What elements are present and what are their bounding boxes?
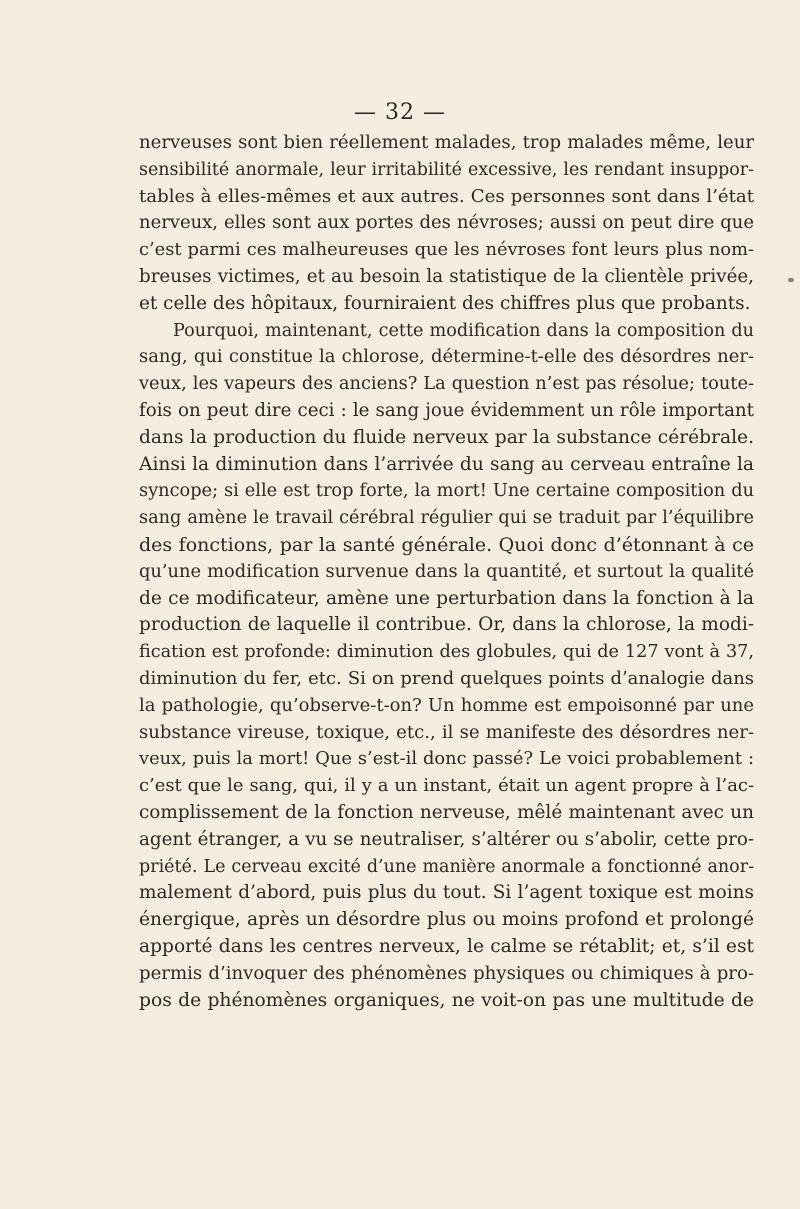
text-line: c’est parmi ces malheureuses que les névroses font leurs plus nom- bbox=[139, 239, 754, 261]
text-line: production de laquelle il contribue. Or, dans la chlorose, la modi- bbox=[139, 614, 754, 636]
text-line: agent étranger, a vu se neutraliser, s’altérer ou s’abolir, cette pro- bbox=[139, 828, 754, 850]
text-line: tables à elles-mêmes et aux autres. Ces personnes sont dans l’état bbox=[139, 185, 754, 207]
text-line: c’est que le sang, qui, il y a un instant, était un agent propre à l’ac- bbox=[139, 775, 754, 797]
text-line: syncope; si elle est trop forte, la mort! Une certaine composition du bbox=[139, 481, 754, 502]
text-line: qu’une modification survenue dans la quantité, et surtout la qualité bbox=[139, 560, 754, 582]
text-line: sensibilité anormale, leur irritabilité excessive, les rendant insuppor- bbox=[139, 159, 754, 180]
text-line: des fonctions, par la santé générale. Quoi donc d’étonnant à ce bbox=[139, 533, 754, 556]
paragraph-start-line: Pourquoi, maintenant, cette modification dans la composition du bbox=[173, 320, 754, 341]
text-line: complissement de la fonction nerveuse, mêlé maintenant avec un bbox=[139, 801, 754, 823]
text-line: nerveuses sont bien réellement malades, trop malades même, leur bbox=[139, 132, 754, 153]
text-line: priété. Le cerveau excité d’une manière anormale a fonctionné anor- bbox=[139, 856, 754, 877]
text-line: et celle des hôpitaux, fourniraient des chiffres plus que probants. bbox=[139, 292, 751, 314]
text-line: breuses victimes, et au besoin la statistique de la clientèle privée, bbox=[139, 265, 754, 287]
text-line: nerveux, elles sont aux portes des névroses; aussi on peut dire que bbox=[139, 212, 754, 234]
text-line: de ce modificateur, amène une perturbation dans la fonction à la bbox=[139, 587, 754, 609]
text-line: pos de phénomènes organiques, ne voit-on pas une multitude de bbox=[139, 989, 754, 1011]
text-line: permis d’invoquer des phénomènes physiques ou chimiques à pro- bbox=[139, 962, 754, 984]
text-line: Ainsi la diminution dans l’arrivée du sang au cerveau entraîne la bbox=[139, 453, 754, 475]
text-line: veux, les vapeurs des anciens? La question n’est pas résolue; toute- bbox=[139, 373, 754, 395]
margin-speck bbox=[788, 278, 794, 282]
text-line: sang, qui constitue la chlorose, détermine-t-elle des désordres ner- bbox=[139, 346, 754, 368]
text-line: fois on peut dire ceci : le sang joue évidemment un rôle important bbox=[139, 399, 754, 421]
page-number: — 32 — bbox=[354, 100, 446, 125]
text-line: diminution du fer, etc. Si on prend quelques points d’analogie dans bbox=[139, 667, 754, 689]
text-line: veux, puis la mort! Que s’est-il donc passé? Le voici probablement : bbox=[139, 748, 754, 770]
text-line: apporté dans les centres nerveux, le calme se rétablit; et, s’il est bbox=[139, 935, 754, 957]
text-line: sang amène le travail cérébral régulier qui se traduit par l’équilibre bbox=[139, 508, 754, 529]
body-text bbox=[139, 130, 754, 1014]
text-line: fication est profonde: diminution des globules, qui de 127 vont à 37, bbox=[139, 642, 754, 663]
text-line: substance vireuse, toxique, etc., il se manifeste des désordres ner- bbox=[139, 721, 754, 743]
text-line: énergique, après un désordre plus ou moins profond et prolongé bbox=[139, 909, 754, 931]
text-line: la pathologie, qu’observe-t-on? Un homme est empoisonné par une bbox=[139, 694, 754, 716]
text-line: malement d’abord, puis plus du tout. Si l’agent toxique est moins bbox=[139, 882, 754, 904]
text-line: dans la production du fluide nerveux par la substance cérébrale. bbox=[139, 426, 754, 448]
